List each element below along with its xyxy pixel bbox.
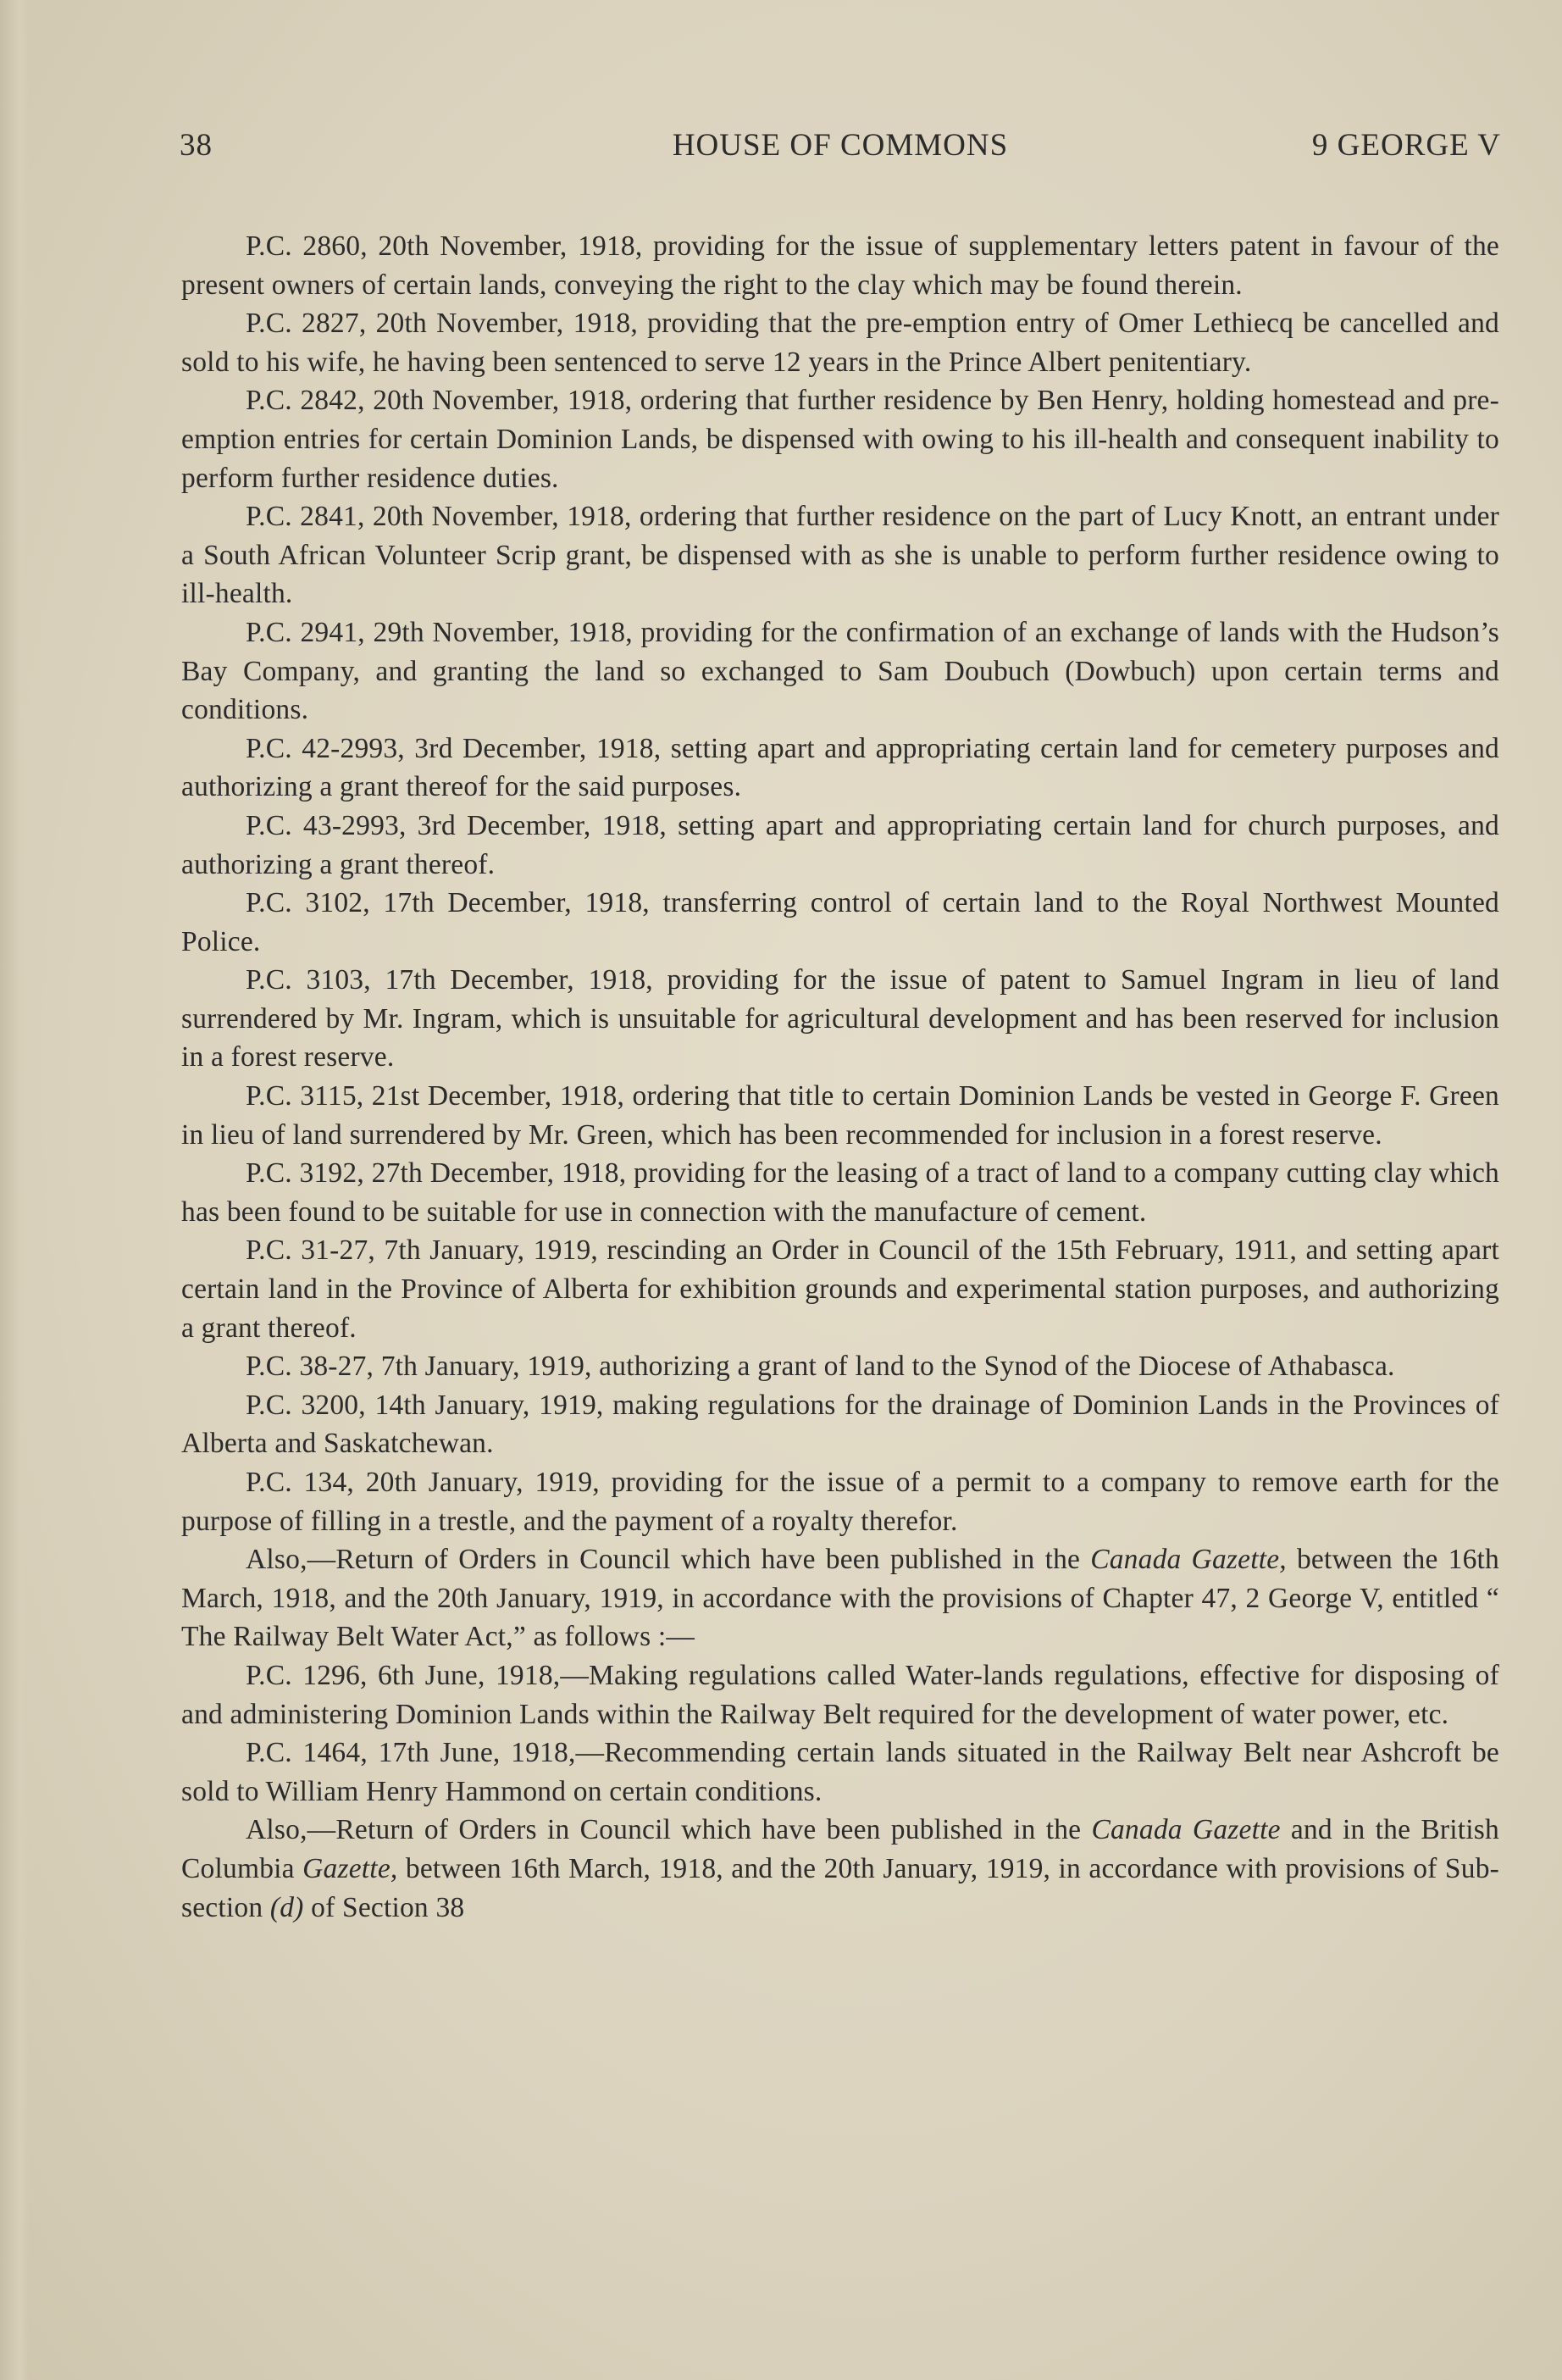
- order-paragraph: P.C. 3192, 27th December, 1918, providing for the leasing of a tract of land to a company cutting clay which has been found to be suitable for use in connection with the manufacture of cement.: [181, 1157, 1499, 1228]
- also-text: Also,—Return of Orders in Council which have been published in the: [246, 1814, 1092, 1846]
- also-return-british-columbia: [181, 1811, 1499, 1927]
- order-paragraph: P.C. 3200, 14th January, 1919, making regulations for the drainage of Dominion Lands in the Provinces of Alberta and Saskatchewan.: [181, 1389, 1499, 1460]
- subsection-label: (d): [269, 1891, 304, 1923]
- order-paragraph: P.C. 31-27, 7th January, 1919, rescinding an Order in Council of the 15th February, 1911, and setting apart certain land in the Province of Alberta for exhibition grounds and experimental station purposes, and authorizing a grant thereof.: [181, 1234, 1499, 1344]
- order-paragraph: P.C. 2827, 20th November, 1918, providing that the pre-emption entry of Omer Lethiecq be cancelled and sold to his wife, he having been sentenced to serve 12 years in the Prince Albert penitentiary.: [181, 308, 1499, 378]
- order-paragraph: P.C. 42-2993, 3rd December, 1918, setting apart and appropriating certain land for cemetery purposes and authorizing a grant thereof for the said purposes.: [181, 732, 1499, 803]
- order-paragraph: P.C. 2842, 20th November, 1918, ordering that further residence by Ben Henry, holding homestead and pre-emption entries for certain Dominion Lands, be dispensed with owing to his ill-health and consequent inability to perform further residence duties.: [181, 385, 1499, 494]
- order-paragraph: P.C. 2841, 20th November, 1918, ordering that further residence on the part of Lucy Knott, an entrant under a South African Volunteer Scrip grant, be dispensed with as she is unable to perform further residence owing to ill-health.: [181, 501, 1499, 610]
- order-paragraph: P.C. 3102, 17th December, 1918, transferring control of certain land to the Royal Northwest Mounted Police.: [181, 887, 1499, 957]
- gazette-title: Gazette,: [302, 1852, 398, 1884]
- also-text: and in the British Columbia: [181, 1814, 1499, 1884]
- gazette-title: Canada Gazette: [1091, 1814, 1281, 1846]
- order-paragraph: P.C. 2860, 20th November, 1918, providing for the issue of supplementary letters patent in favour of the present owners of certain lands, conveying the right to the clay which may be found therein.: [181, 230, 1499, 301]
- body-text: [181, 227, 1499, 1927]
- order-paragraph: P.C. 3115, 21st December, 1918, ordering that title to certain Dominion Lands be vested in George F. Green in lieu of land surrendered by Mr. Green, which has been recommended for inclusion in a forest reserve.: [181, 1080, 1499, 1151]
- running-head: [180, 127, 1501, 169]
- also-text: of Section 38: [303, 1891, 465, 1923]
- also-text: between the 16th March, 1918, and the 20th January, 1919, in accordance with the provisions of Chapter 47, 2 George V, entitled “ The Railway Belt Water Act,” as follows :—: [181, 1544, 1499, 1653]
- regnal-year: 9 GEORGE V: [1311, 128, 1501, 163]
- order-paragraph: P.C. 3103, 17th December, 1918, providing for the issue of patent to Samuel Ingram in lieu of land surrendered by Mr. Ingram, which is unsuitable for agricultural development and has been reserved for inclusion in a forest reserve.: [181, 964, 1499, 1073]
- page-binding-edge: [0, 0, 29, 2380]
- order-paragraph: P.C. 43-2993, 3rd December, 1918, setting apart and appropriating certain land for church purposes, and authorizing a grant thereof.: [181, 809, 1499, 880]
- page-number: 38: [180, 128, 213, 163]
- page-title: HOUSE OF COMMONS: [672, 128, 1009, 163]
- order-paragraph: P.C. 38-27, 7th January, 1919, authorizing a grant of land to the Synod of the Diocese of Athabasca.: [246, 1351, 1395, 1383]
- also-text: Also,—Return of Orders in Council which have been published in the: [246, 1544, 1091, 1576]
- railway-order-paragraph: P.C. 1464, 17th June, 1918,—Recommending certain lands situated in the Railway Belt near Ashcroft be sold to William Henry Hammond on certain conditions.: [181, 1737, 1499, 1807]
- also-return-railway-belt: [181, 1540, 1499, 1656]
- railway-order-paragraph: P.C. 1296, 6th June, 1918,—Making regulations called Water-lands regulations, effective for disposing of and administering Dominion Lands within the Railway Belt required for the development of water power, etc.: [181, 1659, 1499, 1730]
- order-paragraph: P.C. 134, 20th January, 1919, providing for the issue of a permit to a company to remove earth for the purpose of filling in a trestle, and the payment of a royalty therefor.: [181, 1467, 1499, 1537]
- order-paragraph: P.C. 2941, 29th November, 1918, providing for the confirmation of an exchange of lands with the Hudson’s Bay Company, and granting the land so exchanged to Sam Doubuch (Dowbuch) upon certain terms and conditions.: [181, 616, 1499, 726]
- also-text: between 16th March, 1918, and the 20th January, 1919, in accordance with provisions of Sub-section: [181, 1852, 1500, 1923]
- gazette-title: Canada Gazette,: [1090, 1544, 1287, 1576]
